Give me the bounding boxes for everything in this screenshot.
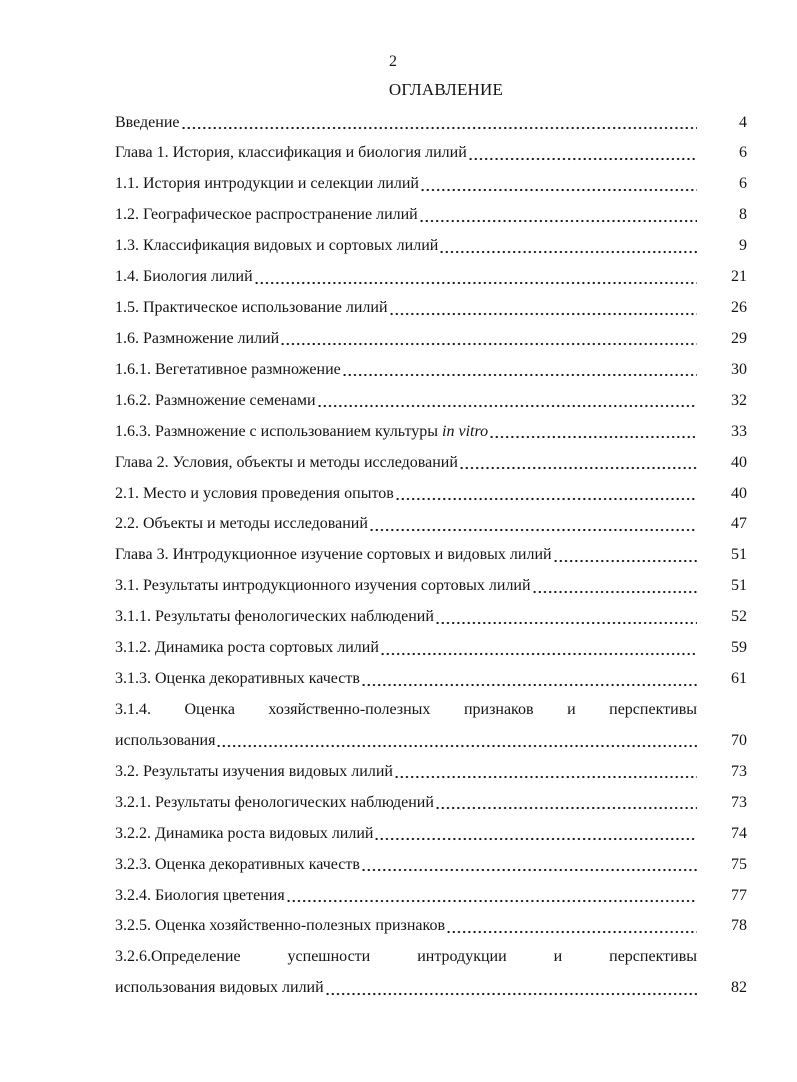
toc-entry-title-wrap [115, 819, 373, 850]
toc-entry-page: 73 [731, 793, 747, 811]
toc-entry-line [115, 633, 697, 664]
toc-entry-title-wrap [115, 386, 316, 417]
toc-entry-page: 8 [739, 206, 747, 224]
toc-entry-title-wrap [115, 417, 488, 448]
toc-entry [115, 108, 747, 139]
dot-leader [317, 386, 697, 417]
toc-entry [115, 664, 747, 695]
toc-entry-title-wrap [115, 262, 253, 293]
toc-entry-page: 9 [739, 237, 747, 255]
toc-entry-title: 1.2. Географическое распространение лилий [115, 206, 418, 224]
toc-entry-page: 33 [731, 422, 747, 440]
toc-entry-title-wrap [115, 664, 360, 695]
toc-entry-line [115, 231, 697, 262]
toc-entry-title: 3.1.3. Оценка декоративных качеств [115, 670, 360, 688]
toc-entry-line [115, 726, 697, 757]
toc-entry-line [115, 355, 697, 386]
toc-entry [115, 602, 747, 633]
dot-leader [420, 169, 697, 200]
toc-entry-title: 1.6.2. Размножение семенами [115, 391, 316, 409]
toc-entry-line [115, 200, 697, 231]
toc-entry-page: 51 [731, 577, 747, 595]
toc-entry-page: 75 [731, 855, 747, 873]
toc-entry-page: 30 [731, 360, 747, 378]
dot-leader [435, 602, 697, 633]
dot-leader [489, 417, 697, 448]
toc-entry [115, 819, 747, 850]
toc-entry [115, 695, 747, 726]
toc-entry-title-wrap [115, 633, 379, 664]
toc-entry-title-wrap [115, 850, 360, 881]
toc-entry-title-continued: использования видовых лилий [115, 979, 324, 997]
dot-leader [342, 355, 697, 386]
page-number: 2 [389, 53, 397, 70]
toc-entry-line [115, 602, 697, 633]
dot-leader [361, 664, 697, 695]
toc-entry-page: 61 [731, 670, 747, 688]
toc-entry [115, 169, 747, 200]
toc-entry [115, 788, 747, 819]
toc-entry-line [115, 479, 697, 510]
toc-entry-title-wrap [115, 138, 467, 169]
toc-entry-title-wrap [115, 726, 215, 757]
toc-entry-title-wrap [115, 788, 434, 819]
toc-entry-line [115, 417, 697, 448]
dot-leader [361, 850, 697, 881]
toc-entry-title: 1.6.1. Вегетативное размножение [115, 360, 341, 378]
toc-entry-title: 2.2. Объекты и методы исследований [115, 515, 368, 533]
toc-entry-line [115, 881, 697, 912]
dot-leader [419, 200, 697, 231]
toc-entry [115, 479, 747, 510]
toc-entry-line [115, 757, 697, 788]
toc-entry-page: 59 [731, 639, 747, 657]
toc-entry [115, 355, 747, 386]
toc-entry-title: 3.1. Результаты интродукционного изучения сортовых лилий [115, 577, 531, 595]
toc-entry-page: 70 [731, 731, 747, 749]
toc-entry [115, 850, 747, 881]
dot-leader [459, 448, 697, 479]
toc-entry-title-wrap [115, 973, 324, 1004]
toc-entry-title: 2.1. Место и условия проведения опытов [115, 484, 394, 502]
toc-entry-page: 6 [739, 175, 747, 193]
toc-entry-page: 51 [731, 546, 747, 564]
toc-entry [115, 911, 747, 942]
toc-entry-page: 26 [731, 299, 747, 317]
toc-entry [115, 571, 747, 602]
toc-entry-line [115, 324, 697, 355]
toc-entry-title-wrap [115, 169, 419, 200]
dot-leader [369, 509, 697, 540]
toc-entry [115, 262, 747, 293]
dot-leader [553, 540, 697, 571]
toc-entry-line [115, 386, 697, 417]
toc-entry-title: 1.5. Практическое использование лилий [115, 299, 388, 317]
toc-entry-title-wrap [115, 324, 279, 355]
toc-entry-line [115, 973, 697, 1004]
toc-entry-page: 21 [731, 268, 747, 286]
toc-entry-page: 52 [731, 608, 747, 626]
toc-entry [115, 726, 747, 757]
toc-entry-title-wrap [115, 355, 341, 386]
toc-entry-title-wrap [115, 757, 393, 788]
toc-entry [115, 293, 747, 324]
toc-entry-page: 74 [731, 824, 747, 842]
toc-entry-title: 1.6. Размножение лилий [115, 329, 280, 347]
toc-entry-line [115, 448, 697, 479]
toc-entry-line [115, 571, 697, 602]
toc-entry-line [115, 664, 697, 695]
toc-entry-title-wrap [115, 881, 285, 912]
toc-entry-title: 1.3. Классификация видовых и сортовых лилий [115, 237, 439, 255]
toc-entry [115, 509, 747, 540]
toc-entry-line [115, 108, 697, 139]
toc-entry-page: 47 [731, 515, 747, 533]
dot-leader [389, 293, 697, 324]
toc-entry-line [115, 819, 697, 850]
dot-leader [181, 108, 698, 139]
toc-entry-title: 3.2.6.Определение успешности интродукции и перспективы [115, 948, 697, 966]
dot-leader [446, 911, 697, 942]
toc-entry-page: 29 [731, 329, 747, 347]
toc-entry-line [115, 540, 697, 571]
toc-entry-line [115, 262, 697, 293]
toc-entry-title-wrap [115, 108, 180, 139]
toc-entry [115, 231, 747, 262]
toc-entry-line [115, 169, 697, 200]
toc-entry [115, 633, 747, 664]
toc-entry-title-italic: in vitro [442, 422, 489, 440]
toc-entry [115, 324, 747, 355]
toc-entry-title: 3.2.2. Динамика роста видовых лилий [115, 824, 374, 842]
toc-entry-title: 3.1.2. Динамика роста сортовых лилий [115, 639, 379, 657]
dot-leader [394, 757, 697, 788]
toc-entry-page: 4 [739, 113, 747, 131]
toc-entry-title-wrap [115, 200, 418, 231]
dot-leader [532, 571, 697, 602]
toc-entry [115, 881, 747, 912]
toc-entry [115, 448, 747, 479]
dot-leader [435, 788, 697, 819]
toc-entry-page: 6 [739, 144, 747, 162]
toc-entry-page: 77 [731, 886, 747, 904]
toc-entry-line [115, 911, 697, 942]
toc-entry-title-wrap [115, 448, 458, 479]
toc-entry-page: 78 [731, 917, 747, 935]
toc-entry-page: 40 [731, 453, 747, 471]
toc-entry-line [115, 850, 697, 881]
toc-entry-title: 1.4. Биология лилий [115, 268, 253, 286]
toc-heading: ОГЛАВЛЕНИЕ [388, 80, 504, 99]
toc-entry [115, 942, 747, 973]
toc-entry-line [115, 788, 697, 819]
toc-entry [115, 138, 747, 169]
toc-entry-page: 73 [731, 762, 747, 780]
toc-entry [115, 973, 747, 1004]
dot-leader [280, 324, 697, 355]
toc-entry-title-wrap [115, 602, 434, 633]
toc-entry-title: 3.2.5. Оценка хозяйственно-полезных признаков [115, 917, 446, 935]
toc-entry [115, 417, 747, 448]
dot-leader [395, 479, 697, 510]
dot-leader [374, 819, 697, 850]
toc-entry-title: 3.2.4. Биология цветения [115, 886, 285, 904]
toc-entry-title-wrap [115, 571, 531, 602]
toc-entry-title-wrap [115, 509, 368, 540]
toc-entry-title: 1.1. История интродукции и селекции лилий [115, 175, 419, 193]
toc-entry [115, 540, 747, 571]
toc-entry-title-wrap [115, 231, 438, 262]
dot-leader [216, 726, 697, 757]
toc-entry-line [115, 509, 697, 540]
toc-entry [115, 200, 747, 231]
toc-entry-line [115, 293, 697, 324]
toc-entry-page: 32 [731, 391, 747, 409]
toc-entry-title: Введение [115, 113, 180, 131]
toc-entry-title: 3.2.3. Оценка декоративных качеств [115, 855, 360, 873]
toc-entry [115, 757, 747, 788]
dot-leader [380, 633, 697, 664]
toc-entry-title: Глава 2. Условия, объекты и методы исследований [115, 453, 458, 471]
toc-entry-line [115, 138, 697, 169]
dot-leader [325, 973, 697, 1004]
toc-entry-page: 82 [731, 979, 747, 997]
toc-entry-title: Глава 1. История, классификация и биология лилий [115, 144, 467, 162]
toc-entry-title: 1.6.3. Размножение с использованием культуры [115, 422, 443, 440]
dot-leader [468, 138, 697, 169]
dot-leader [286, 881, 697, 912]
toc-entry-page: 40 [731, 484, 747, 502]
toc-entry-title-wrap [115, 911, 445, 942]
toc-entry-title: 3.2. Результаты изучения видовых лилий [115, 762, 393, 780]
toc-entry-title: 3.1.1. Результаты фенологических наблюдений [115, 608, 434, 626]
toc-entry-title-wrap [115, 540, 552, 571]
toc-entry [115, 386, 747, 417]
toc-entry-title-continued: использования [115, 731, 216, 749]
toc-entry-title: Глава 3. Интродукционное изучение сортовых и видовых лилий [115, 546, 552, 564]
toc-entry-title-wrap [115, 479, 394, 510]
dot-leader [254, 262, 697, 293]
toc-entry-title: 3.2.1. Результаты фенологических наблюдений [115, 793, 434, 811]
toc-list [115, 108, 747, 1005]
dot-leader [439, 231, 697, 262]
toc-entry-title-wrap [115, 293, 388, 324]
toc-entry-title: 3.1.4. Оценка хозяйственно-полезных признаков и перспективы [115, 701, 697, 719]
